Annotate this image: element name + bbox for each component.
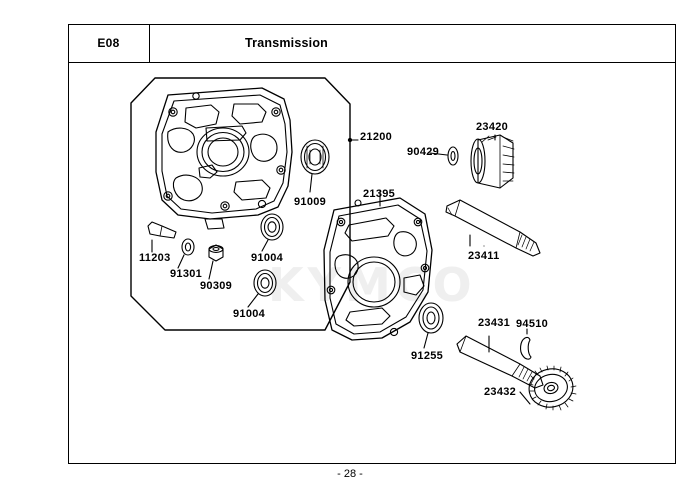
part-label-23432: 23432 [484, 386, 517, 398]
part-label-23420: 23420 [476, 121, 509, 133]
part-label-91301: 91301 [170, 268, 203, 280]
part-label-21395: 21395 [363, 188, 396, 200]
section-code: E08 [68, 24, 150, 62]
part-label-23431: 23431 [478, 317, 511, 329]
part-label-11203: 11203 [139, 252, 171, 264]
part-label-91004-upper: 91004 [251, 252, 284, 264]
part-label-91004-lower: 91004 [233, 308, 266, 320]
part-label-23411: 23411 [468, 250, 500, 262]
part-label-91009: 91009 [294, 196, 327, 208]
part-label-90429: 90429 [407, 146, 440, 158]
part-label-91255: 91255 [411, 350, 444, 362]
page-title: Transmission [245, 36, 328, 50]
header-row [68, 24, 676, 63]
page-border [68, 24, 676, 464]
part-label-21200: 21200 [360, 131, 393, 143]
watermark: KYMCO [268, 258, 476, 312]
part-label-94510: 94510 [516, 318, 549, 330]
part-label-90309: 90309 [200, 280, 233, 292]
page-number: - 28 - [337, 468, 363, 480]
